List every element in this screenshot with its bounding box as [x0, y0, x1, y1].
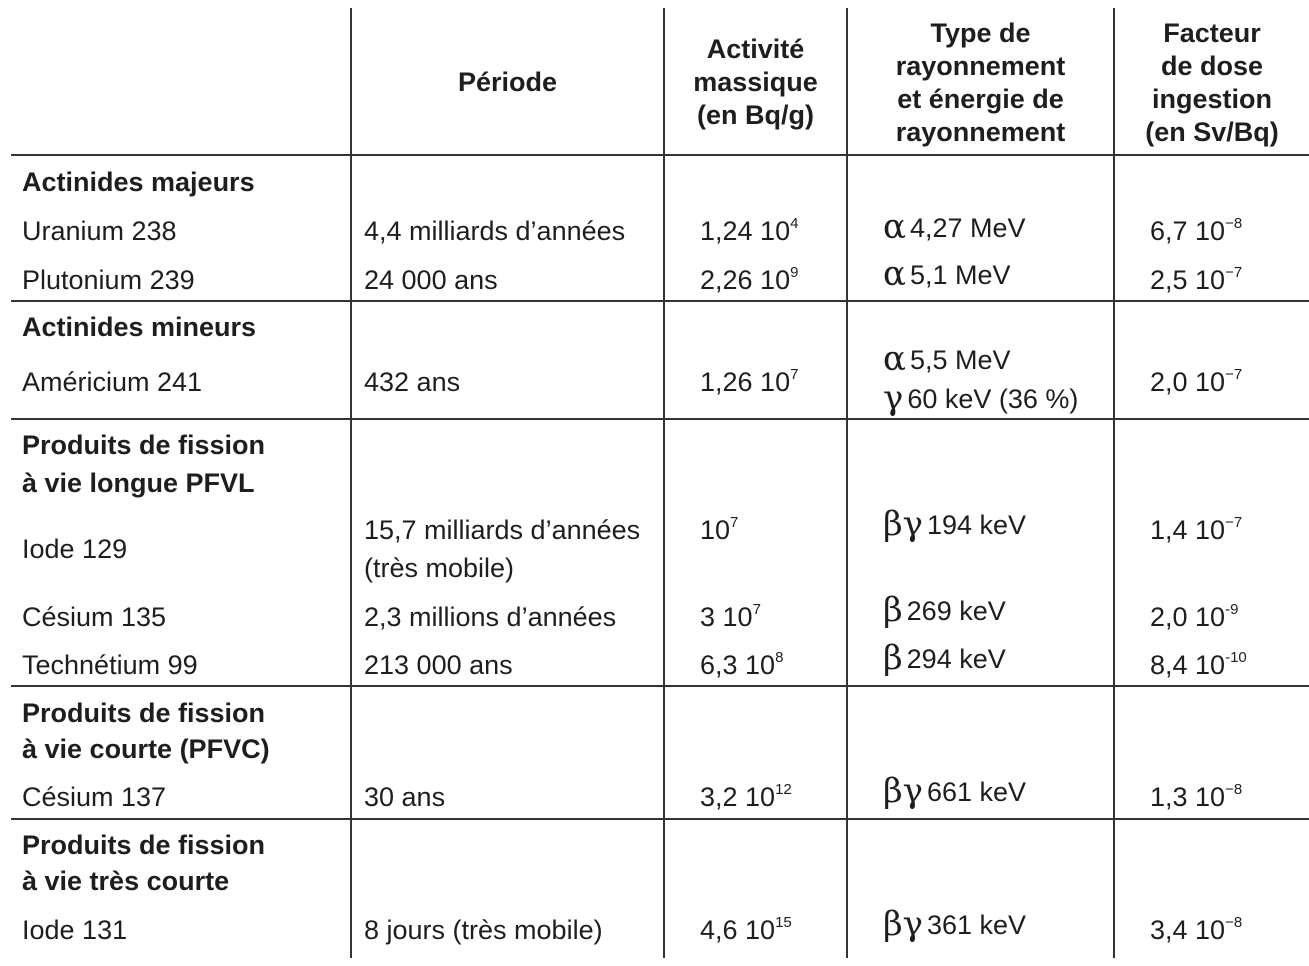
nuclide-name: Iode 129 — [22, 534, 128, 564]
nuclide-name: Césium 135 — [22, 602, 167, 632]
group-label: Produits de fission à vie courte (PFVC) — [22, 698, 270, 764]
group-label: Produits de fission à vie très courte — [22, 830, 266, 896]
nuclide-name: Technétium 99 — [22, 650, 198, 680]
periode-value: 15,7 milliards d’années (très mobile) — [364, 515, 641, 583]
activite-value: 1,24 $10^4$ — [700, 215, 799, 246]
periode-value: 30 ans — [364, 782, 446, 812]
rayonnement-value: βγ 661 keV — [883, 771, 1027, 811]
row-divider — [11, 300, 1309, 302]
rayonnement-value: β 294 keV — [883, 638, 1006, 678]
dose-value: 2,5 $10^{-7}$ — [1150, 264, 1243, 295]
beta-symbol: β — [883, 590, 903, 630]
group-label: Actinides mineurs — [22, 312, 257, 342]
alpha-symbol: α — [883, 339, 906, 379]
row-divider — [11, 418, 1309, 420]
dose-value: 8,4 $10^{-10}$ — [1150, 649, 1247, 680]
periode-value: 8 jours (très mobile) — [364, 915, 603, 945]
activite-value: 1,26 $10^7$ — [700, 366, 799, 397]
dose-value: 2,0 $10^{-9}$ — [1150, 601, 1239, 632]
nuclide-name: Plutonium 239 — [22, 265, 195, 295]
row-divider — [11, 818, 1309, 820]
periode-value: 213 000 ans — [364, 650, 513, 680]
dose-value: 1,4 $10^{-7}$ — [1150, 514, 1243, 545]
column-divider — [350, 8, 352, 958]
periode-value: 2,3 millions d’années — [364, 602, 617, 632]
periode-value: 4,4 milliards d’années — [364, 216, 626, 246]
activite-value: 6,3 $10^8$ — [700, 649, 784, 680]
gamma-symbol: γ — [883, 378, 904, 418]
rayonnement-value: βγ 194 keV — [883, 504, 1027, 544]
dose-value: 3,4 $10^{-8}$ — [1150, 914, 1243, 945]
dose-value: 2,0 $10^{-7}$ — [1150, 366, 1243, 397]
rayonnement-value: γ 60 keV (36 %) — [883, 378, 1079, 418]
row-divider — [11, 685, 1309, 687]
beta-gamma-symbol: βγ — [883, 771, 923, 811]
column-divider — [846, 8, 848, 958]
dose-value: 1,3 $10^{-8}$ — [1150, 781, 1243, 812]
header-type-rayonnement: Type de rayonnement et énergie de rayonnement — [895, 18, 1066, 147]
column-divider — [1113, 8, 1115, 958]
activite-value: $10^7$ — [700, 514, 739, 545]
periode-value: 432 ans — [364, 367, 461, 397]
header-activite: Activité massique (en Bq/g) — [693, 34, 818, 130]
beta-gamma-symbol: βγ — [883, 904, 923, 944]
group-label: Produits de fission à vie longue PFVL — [22, 430, 266, 498]
column-divider — [663, 8, 665, 958]
activite-value: 2,26 $10^9$ — [700, 264, 799, 295]
rayonnement-value: α 5,5 MeV — [883, 339, 1011, 379]
rayonnement-value: α 4,27 MeV — [883, 207, 1026, 247]
activite-value: 3 $10^7$ — [700, 601, 761, 632]
alpha-symbol: α — [883, 254, 906, 294]
activite-value: 3,2 $10^{12}$ — [700, 781, 792, 812]
nuclide-name: Uranium 238 — [22, 216, 177, 246]
group-label: Actinides majeurs — [22, 167, 255, 197]
nuclide-name: Américium 241 — [22, 367, 203, 397]
nuclide-name: Césium 137 — [22, 782, 167, 812]
alpha-symbol: α — [883, 207, 906, 247]
dose-value: 6,7 $10^{-8}$ — [1150, 215, 1243, 246]
header-facteur-dose: Facteur de dose ingestion (en Sv/Bq) — [1145, 18, 1279, 147]
nuclide-name: Iode 131 — [22, 915, 128, 945]
rayonnement-value: β 269 keV — [883, 590, 1006, 630]
beta-gamma-symbol: βγ — [883, 504, 923, 544]
beta-symbol: β — [883, 638, 903, 678]
periode-value: 24 000 ans — [364, 265, 498, 295]
header-periode: Période — [457, 67, 558, 97]
rayonnement-value: βγ 361 keV — [883, 904, 1027, 944]
activite-value: 4,6 $10^{15}$ — [700, 914, 792, 945]
row-divider — [11, 154, 1309, 156]
rayonnement-value: α 5,1 MeV — [883, 254, 1011, 294]
